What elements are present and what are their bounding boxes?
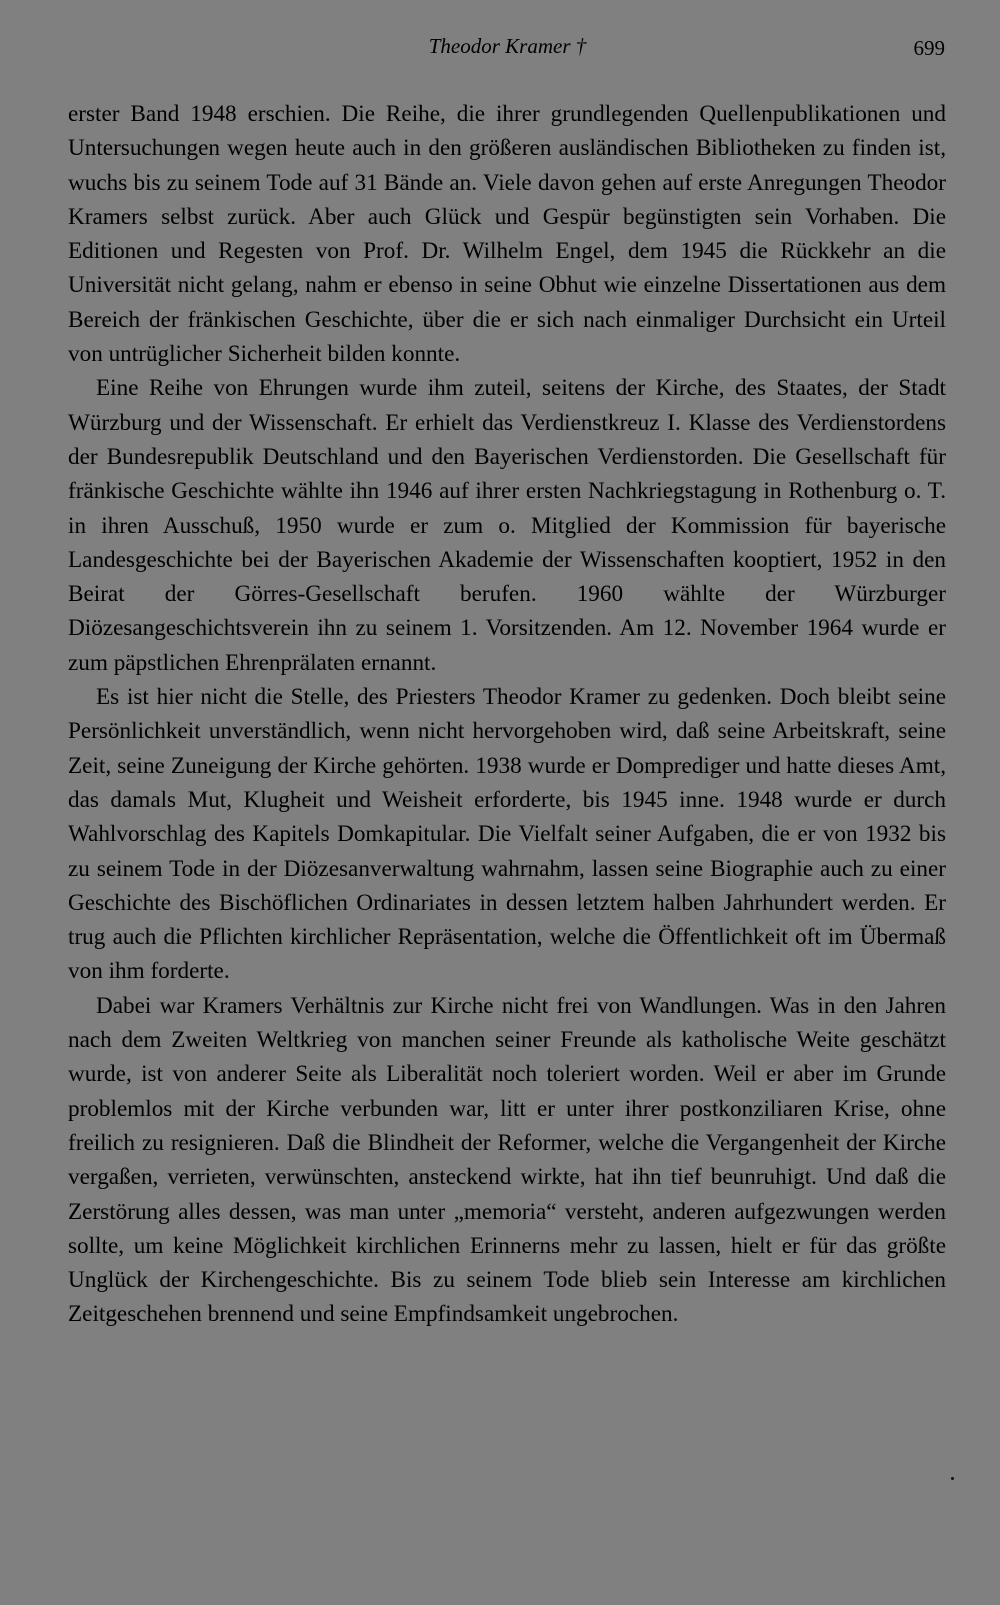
paragraph-honors: Eine Reihe von Ehrungen wurde ihm zuteil, seitens der Kirche, des Staates, der Stadt Würzburg und der Wissenschaft. Er erhielt das Verdienstkreuz I. Klasse des Verdienstordens der Bundesrepublik Deutschland und den Bayerischen Verdienstorden. Die Gesellschaft für fränkische Geschichte wählte ihn 1946 auf ihrer ersten Nachkriegstagung in Rothenburg o. T. in ihren Ausschuß, 1950 wurde er zum o. Mitglied der Kommission für bayerische Landesgeschichte bei der Bayerischen Akademie der Wissenschaften kooptiert, 1952 in den Beirat der Görres-Gesellschaft berufen. 1960 wählte der Würzburger Diözesangeschichtsverein ihn zu seinem 1. Vorsitzenden. Am 12. November 1964 wurde er zum päpstlichen Ehrenprälaten ernannt.	[68, 375, 946, 676]
paragraph-priesthood: Es ist hier nicht die Stelle, des Priesters Theodor Kramer zu gedenken. Doch bleibt seine Persönlichkeit unverständlich, wenn nicht hervorgehoben wird, daß seine Arbeitskraft, seine Zeit, seine Zuneigung der Kirche gehörten. 1938 wurde er Domprediger und hatte dieses Amt, das damals Mut, Klugheit und Weisheit erforderte, bis 1945 inne. 1948 wurde er durch Wahlvorschlag des Kapitels Domkapitular. Die Vielfalt seiner Aufgaben, die er von 1932 bis zu seinem Tode in der Diözesanverwaltung wahrnahm, lassen seine Biographie auch zu einer Geschichte des Bischöflichen Ordinariates in dessen letztem halben Jahrhundert werden. Er trug auch die Pflichten kirchlicher Repräsentation, welche die Öffentlichkeit oft im Übermaß von ihm forderte.	[68, 684, 946, 985]
paragraph-church-relationship: Dabei war Kramers Verhältnis zur Kirche nicht frei von Wandlungen. Was in den Jahren nach dem Zweiten Weltkrieg von manchen seiner Freunde als katholische Weite geschätzt wurde, ist von anderer Seite als Liberalität noch toleriert worden. Weil er aber im Grunde problemlos mit der Kirche verbunden war, litt er unter ihrer postkonziliaren Krise, ohne freilich zu resignieren. Daß die Blindheit der Reformer, welche die Vergangenheit der Kirche vergaßen, verrieten, verwünschten, ansteckend wirkte, hat ihn tief beunruhigt. Und daß die Zerstörung alles dessen, was man unter „memoria“ versteht, anderen aufgezwungen werden sollte, um keine Möglichkeit kirchlichen Erinnerns mehr zu lassen, hielt er für das größte Unglück der Kirchengeschichte. Bis zu seinem Tode blieb sein Interesse am kirchlichen Zeitgeschehen brennend und seine Empfindsamkeit ungebrochen.	[68, 992, 946, 1328]
page-number: 699	[913, 36, 945, 60]
running-title: Theodor Kramer †	[428, 34, 587, 58]
paragraph-continuation: erster Band 1948 erschien. Die Reihe, die ihrer grundlegenden Quellenpublikationen und Untersuchungen wegen heute auch in den größeren ausländischen Bibliotheken zu finden ist, wuchs bis zu seinem Tode auf 31 Bände an. Viele davon gehen auf erste Anregungen Theodor Kramers selbst zurück. Aber auch Glück und Gespür begünstigten sein Vorhaben. Die Editionen und Regesten von Prof. Dr. Wilhelm Engel, dem 1945 die Rückkehr an die Universität nicht gelang, nahm er ebenso in seine Obhut wie einzelne Dissertationen aus dem Bereich der fränkischen Geschichte, über die er sich nach einmaliger Durchsicht ein Urteil von untrüglicher Sicherheit bilden konnte.	[68, 101, 946, 368]
body-text	[68, 97, 946, 1332]
running-head	[70, 30, 945, 64]
scan-speck	[951, 1477, 954, 1480]
